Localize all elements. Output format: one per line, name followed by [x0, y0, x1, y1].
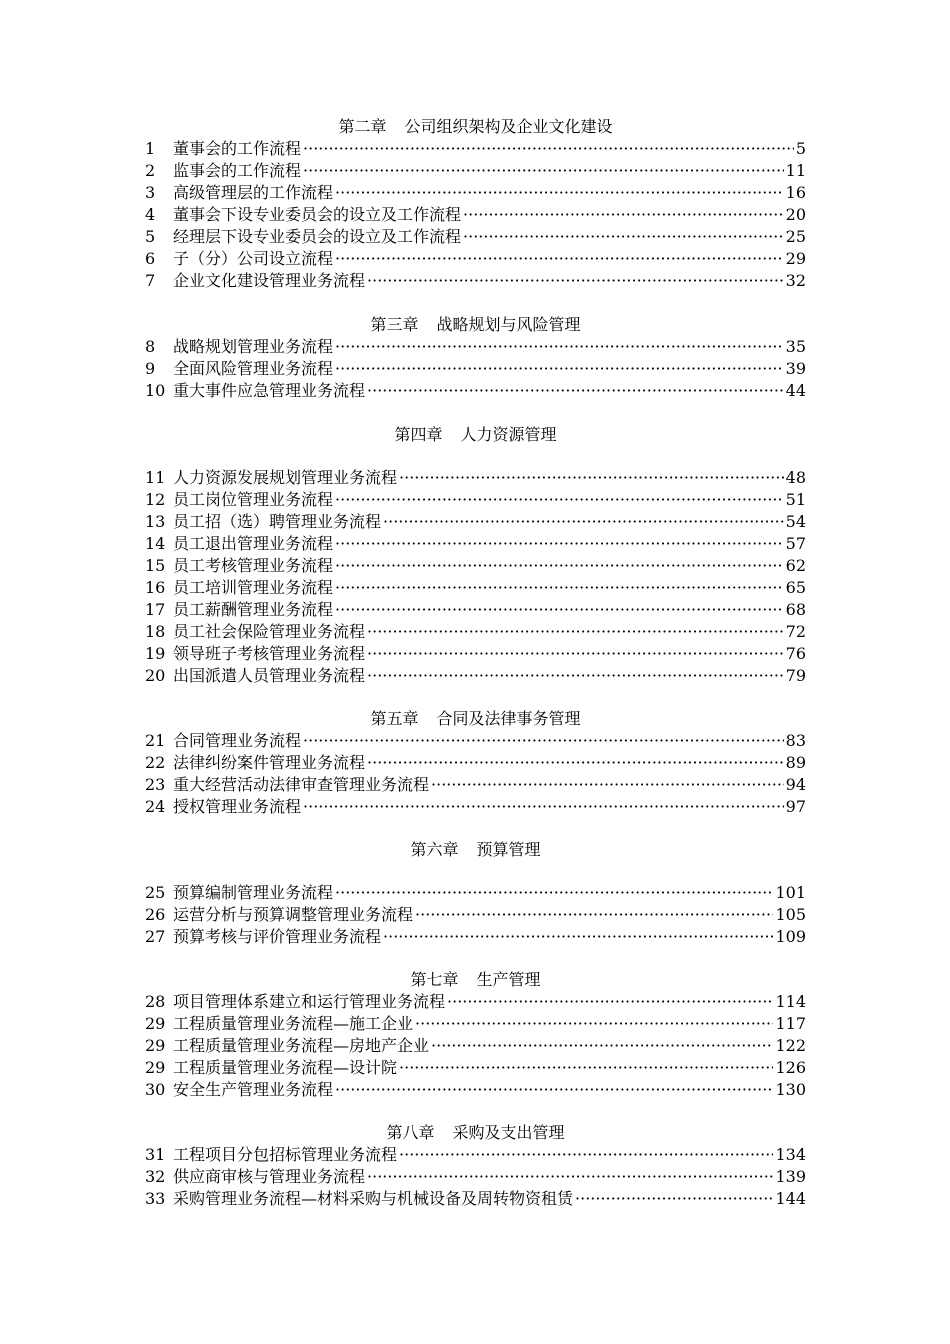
toc-entry[interactable]	[145, 533, 806, 555]
dot-leader	[367, 1166, 773, 1188]
entry-page: 76	[785, 644, 806, 663]
entry-number: 16	[145, 578, 166, 597]
chapter-heading	[145, 839, 806, 861]
entry-page: 139	[775, 1167, 806, 1186]
entry-number: 11	[145, 468, 166, 487]
toc-entry[interactable]	[145, 226, 806, 248]
toc-entry[interactable]	[145, 730, 806, 752]
entry-page: 11	[785, 161, 806, 180]
dot-leader	[303, 730, 784, 752]
entry-page: 25	[785, 227, 806, 246]
dot-leader	[399, 1144, 773, 1166]
entry-number: 8	[145, 337, 156, 356]
chapter-title: 人力资源管理	[460, 425, 557, 444]
entry-number: 4	[145, 205, 156, 224]
entry-number: 19	[145, 644, 166, 663]
entry-title: 重大经营活动法律审查管理业务流程	[173, 775, 430, 794]
entry-title: 员工退出管理业务流程	[173, 534, 334, 553]
entry-number: 24	[145, 797, 166, 816]
dot-leader	[335, 182, 784, 204]
entry-page: 105	[775, 905, 806, 924]
dot-leader	[335, 882, 773, 904]
chapter-number: 第八章	[386, 1123, 435, 1142]
toc-entry[interactable]	[145, 1188, 806, 1210]
entry-title: 合同管理业务流程	[173, 731, 302, 750]
dot-leader	[303, 796, 784, 818]
entry-title: 员工培训管理业务流程	[173, 578, 334, 597]
entry-number: 7	[145, 271, 156, 290]
entry-page: 79	[785, 666, 806, 685]
chapter-title: 公司组织架构及企业文化建设	[404, 117, 613, 136]
dot-leader	[367, 752, 784, 774]
entry-page: 5	[795, 139, 806, 158]
chapter-heading	[145, 708, 806, 730]
toc-entry[interactable]	[145, 1013, 806, 1035]
toc-entry[interactable]	[145, 621, 806, 643]
toc-entry[interactable]	[145, 665, 806, 687]
entry-number: 17	[145, 600, 166, 619]
entry-title: 子（分）公司设立流程	[173, 249, 334, 268]
toc-entry[interactable]	[145, 204, 806, 226]
entry-number: 29	[145, 1058, 166, 1077]
entry-page: 94	[785, 775, 806, 794]
entry-title: 高级管理层的工作流程	[173, 183, 334, 202]
dot-leader	[303, 138, 794, 160]
entry-page: 48	[785, 468, 806, 487]
chapter-heading	[145, 424, 806, 446]
entry-page: 144	[775, 1189, 806, 1208]
toc-entry[interactable]	[145, 1057, 806, 1079]
dot-leader	[383, 511, 784, 533]
entry-title: 供应商审核与管理业务流程	[173, 1167, 366, 1186]
entry-number: 9	[145, 359, 156, 378]
entry-title: 运营分析与预算调整管理业务流程	[173, 905, 414, 924]
dot-leader	[335, 533, 784, 555]
entry-title: 采购管理业务流程—材料采购与机械设备及周转物资租赁	[173, 1189, 574, 1208]
entry-page: 97	[785, 797, 806, 816]
entry-title: 员工社会保险管理业务流程	[173, 622, 366, 641]
entry-title: 法律纠纷案件管理业务流程	[173, 753, 366, 772]
entry-page: 117	[775, 1014, 806, 1033]
entry-page: 20	[785, 205, 806, 224]
toc-entry[interactable]	[145, 248, 806, 270]
entry-number: 30	[145, 1080, 166, 1099]
entry-number: 10	[145, 381, 166, 400]
dot-leader	[447, 991, 773, 1013]
toc-entry[interactable]	[145, 774, 806, 796]
dot-leader	[303, 160, 784, 182]
dot-leader	[335, 599, 784, 621]
entry-number: 27	[145, 927, 166, 946]
entry-page: 51	[785, 490, 806, 509]
entry-page: 54	[785, 512, 806, 531]
entry-title: 战略规划管理业务流程	[173, 337, 334, 356]
dot-leader	[463, 204, 784, 226]
dot-leader	[431, 1035, 773, 1057]
entry-title: 经理层下设专业委员会的设立及工作流程	[173, 227, 462, 246]
entry-number: 28	[145, 992, 166, 1011]
chapter-title: 合同及法律事务管理	[436, 709, 581, 728]
entry-title: 出国派遣人员管理业务流程	[173, 666, 366, 685]
chapter-number: 第五章	[370, 709, 419, 728]
chapter-number: 第四章	[394, 425, 443, 444]
entry-page: 29	[785, 249, 806, 268]
toc-entry[interactable]	[145, 270, 806, 292]
dot-leader	[367, 380, 784, 402]
toc-entry[interactable]	[145, 1166, 806, 1188]
entry-number: 22	[145, 753, 166, 772]
entry-number: 15	[145, 556, 166, 575]
toc-entry[interactable]	[145, 138, 806, 160]
toc-entry[interactable]	[145, 882, 806, 904]
toc-entry[interactable]	[145, 926, 806, 948]
entry-page: 101	[775, 883, 806, 902]
entry-number: 1	[145, 139, 156, 158]
entry-page: 39	[785, 359, 806, 378]
dot-leader	[367, 621, 784, 643]
chapter-heading	[145, 1122, 806, 1144]
toc-entry[interactable]	[145, 1079, 806, 1101]
toc-entry[interactable]	[145, 182, 806, 204]
toc-entry[interactable]	[145, 380, 806, 402]
entry-page: 57	[785, 534, 806, 553]
dot-leader	[575, 1188, 773, 1210]
entry-title: 预算考核与评价管理业务流程	[173, 927, 382, 946]
chapter-title: 生产管理	[476, 970, 541, 989]
entry-page: 89	[785, 753, 806, 772]
dot-leader	[415, 904, 773, 926]
entry-title: 预算编制管理业务流程	[173, 883, 334, 902]
entry-number: 29	[145, 1014, 166, 1033]
entry-title: 重大事件应急管理业务流程	[173, 381, 366, 400]
entry-number: 18	[145, 622, 166, 641]
toc-entry[interactable]	[145, 555, 806, 577]
entry-page: 72	[785, 622, 806, 641]
entry-number: 2	[145, 161, 156, 180]
entry-page: 16	[785, 183, 806, 202]
entry-page: 68	[785, 600, 806, 619]
entry-title: 人力资源发展规划管理业务流程	[173, 468, 398, 487]
entry-number: 14	[145, 534, 166, 553]
entry-page: 109	[775, 927, 806, 946]
entry-page: 130	[775, 1080, 806, 1099]
entry-page: 65	[785, 578, 806, 597]
entry-title: 授权管理业务流程	[173, 797, 302, 816]
chapter-title: 预算管理	[476, 840, 541, 859]
entry-title: 项目管理体系建立和运行管理业务流程	[173, 992, 446, 1011]
entry-title: 员工薪酬管理业务流程	[173, 600, 334, 619]
toc-entry[interactable]	[145, 511, 806, 533]
entry-title: 企业文化建设管理业务流程	[173, 271, 366, 290]
entry-number: 26	[145, 905, 166, 924]
dot-leader	[335, 577, 784, 599]
toc-entry[interactable]	[145, 752, 806, 774]
dot-leader	[399, 1057, 773, 1079]
dot-leader	[367, 643, 784, 665]
chapter-title: 采购及支出管理	[452, 1123, 565, 1142]
dot-leader	[383, 926, 773, 948]
toc-entry[interactable]	[145, 599, 806, 621]
entry-title: 员工考核管理业务流程	[173, 556, 334, 575]
entry-title: 领导班子考核管理业务流程	[173, 644, 366, 663]
dot-leader	[335, 248, 784, 270]
entry-number: 33	[145, 1189, 166, 1208]
entry-number: 3	[145, 183, 156, 202]
toc-entry[interactable]	[145, 489, 806, 511]
chapter-number: 第七章	[410, 970, 459, 989]
entry-number: 29	[145, 1036, 166, 1055]
entry-title: 工程质量管理业务流程—设计院	[173, 1058, 398, 1077]
dot-leader	[335, 489, 784, 511]
entry-number: 20	[145, 666, 166, 685]
dot-leader	[367, 665, 784, 687]
entry-page: 122	[775, 1036, 806, 1055]
dot-leader	[431, 774, 784, 796]
entry-page: 35	[785, 337, 806, 356]
entry-title: 员工招（选）聘管理业务流程	[173, 512, 382, 531]
entry-title: 工程项目分包招标管理业务流程	[173, 1145, 398, 1164]
toc-entry[interactable]	[145, 1144, 806, 1166]
entry-number: 6	[145, 249, 156, 268]
toc-entry[interactable]	[145, 1035, 806, 1057]
entry-title: 工程质量管理业务流程—施工企业	[173, 1014, 414, 1033]
dot-leader	[367, 270, 784, 292]
entry-title: 员工岗位管理业务流程	[173, 490, 334, 509]
toc-entry[interactable]	[145, 643, 806, 665]
entry-title: 安全生产管理业务流程	[173, 1080, 334, 1099]
entry-title: 监事会的工作流程	[173, 161, 302, 180]
entry-number: 31	[145, 1145, 166, 1164]
dot-leader	[335, 555, 784, 577]
chapter-heading	[145, 314, 806, 336]
entry-number: 13	[145, 512, 166, 531]
entry-number: 32	[145, 1167, 166, 1186]
chapter-heading	[145, 969, 806, 991]
entry-number: 12	[145, 490, 166, 509]
entry-page: 32	[785, 271, 806, 290]
toc-entry[interactable]	[145, 336, 806, 358]
entry-title: 工程质量管理业务流程—房地产企业	[173, 1036, 430, 1055]
entry-page: 114	[775, 992, 806, 1011]
dot-leader	[399, 467, 784, 489]
entry-number: 23	[145, 775, 166, 794]
chapter-heading	[145, 116, 806, 138]
toc-entry[interactable]	[145, 577, 806, 599]
toc-entry[interactable]	[145, 358, 806, 380]
entry-page: 83	[785, 731, 806, 750]
entry-title: 董事会的工作流程	[173, 139, 302, 158]
entry-page: 134	[775, 1145, 806, 1164]
entry-number: 5	[145, 227, 156, 246]
entry-title: 全面风险管理业务流程	[173, 359, 334, 378]
entry-page: 126	[775, 1058, 806, 1077]
toc-entry[interactable]	[145, 904, 806, 926]
entry-number: 21	[145, 731, 166, 750]
toc-entry[interactable]	[145, 991, 806, 1013]
chapter-number: 第二章	[338, 117, 387, 136]
entry-page: 44	[785, 381, 806, 400]
dot-leader	[463, 226, 784, 248]
chapter-number: 第三章	[370, 315, 419, 334]
entry-title: 董事会下设专业委员会的设立及工作流程	[173, 205, 462, 224]
dot-leader	[415, 1013, 773, 1035]
entry-number: 25	[145, 883, 166, 902]
chapter-number: 第六章	[410, 840, 459, 859]
dot-leader	[335, 336, 784, 358]
toc-entry[interactable]	[145, 467, 806, 489]
dot-leader	[335, 1079, 773, 1101]
dot-leader	[335, 358, 784, 380]
toc-entry[interactable]	[145, 796, 806, 818]
entry-page: 62	[785, 556, 806, 575]
chapter-title: 战略规划与风险管理	[436, 315, 581, 334]
toc-entry[interactable]	[145, 160, 806, 182]
